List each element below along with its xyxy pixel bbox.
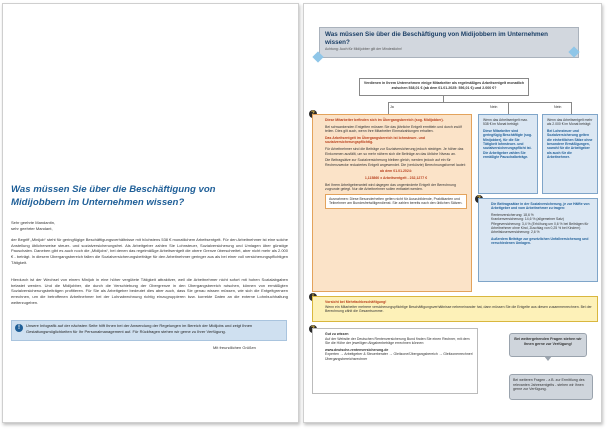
minijob-info-box	[478, 114, 538, 194]
contribution-title: Die Beitragssätze in der Sozialversicherung, je zur Hälfte von Arbeitgeber und vom Arbeitnehmer zu tragen:	[491, 202, 590, 211]
minijob-result: Diese Mitarbeiter sind geringfügig Beschäftigte (sog. Minijobber), für die Sie Tätigkeit lohnsteuer- und sozialversicherungspflicht ist. Die Arbeitgeber zahlen Sie ermäßigte Pauschalbeträge.	[483, 128, 532, 160]
body-paragraph-1: der Begriff „Minijob“ steht für geringfügige Beschäftigungsverhältnisse mit höchstens 538 € monatlichem Arbeitsentgelt. Für den Arbeitnehmer ist eine solche Anstellung üblicherweise steuer- und sozialversicherungsfrei. Als Arbeitgeber zahlen Sie Lohnsteuer, Sozialversicherung und Umlagen über günstige Pauschalen. Daneben gibt es auch noch die „Midijobs“, bei denen das regelmäßige Arbeitsentgelt die obere Grenze überschreitet, aber nicht mehr als 2.000 € - beträgt. In diesem Übergangsbereich fallen die Sozialversicherungsbeiträge für den Arbeitnehmer geringer aus als bei einer voll versicherungspflichtigen Tätigkeit.	[11, 237, 288, 265]
contribution-list	[491, 213, 593, 235]
minijob-condition: Wenn das Arbeitsentgelt max. 538 € im Monat beträgt:	[483, 118, 528, 127]
exceptions-box: Ausnahmen: Diese Besonderheiten gelten nicht für Auszubildende, Praktikanten und Teilnehmer am Bundesfreiwilligendienst. Sie zahlen bereits nach den üblichen Sätzen.	[325, 194, 467, 209]
infographic-title: Was müssen Sie über die Beschäftigung von Midijobbern im Unternehmen wissen?	[325, 31, 548, 46]
warning-box	[312, 296, 598, 322]
greeting-line-2: sehr geehrter Mandant,	[11, 225, 53, 231]
greeting-line-1: Sehr geehrte Mandantin,	[11, 220, 56, 225]
midijob-lead: Diese Mitarbeiter befinden sich im Übergangsbereich (sog. Midijobber).	[325, 118, 444, 122]
warning-text: Wenn ein Mitarbeiter mehrere versicherungspflichtige Beschäftigungsverhältnisse nebeneinander hat, dann müssen Sie die Entgelte aus diesen zusammenrechnen. Bei der Berechnung zählt die Gesamtsumme.	[325, 304, 592, 313]
info-icon: !	[15, 324, 23, 332]
contribution-footer: Außerdem Beiträge zur gesetzlichen Unfallversicherung und verschiedenen Umlagen.	[491, 236, 589, 246]
left-page	[2, 3, 299, 423]
navigation-path: Experten → Arbeitgeber & Steuerberater → Gleitzone/Übergangsbereich → Gleitzonenrechner/Übergangsbereichsrechner	[325, 352, 473, 361]
connector-line	[388, 102, 572, 103]
formula-date: ab dem 01.01.2024:	[380, 169, 412, 174]
contribution-item: Pflegeversicherung: 3,4 % (Erhöhung um 0,6 % bei Beiträgen für Arbeitnehmer ohne Kind, Zuschlag von 0,25 % bei Kindern)	[491, 221, 589, 231]
full-job-result: Bei Lohnsteuer und Sozialversicherung gelten die einheitlichen Sätze ohne besondere Ermäßigungen, sowohl für die Arbeitgeber als auch für die Arbeitnehmer.	[547, 128, 593, 160]
infographic-note	[11, 320, 287, 341]
full-job-condition: Wenn das Arbeitsentgelt mehr als 2.000 € im Monat beträgt:	[547, 118, 593, 127]
contribution-item: Arbeitslosenversicherung: 2,6 %	[491, 230, 540, 235]
midijob-text: Die Beitragsätze zur Sozialversicherung bleiben gleich, werden jedoch auf ein für Rechenzwecke reduziertes Entgelt angewendet. Die (verkürzte) Berechnungsformel lautet:	[325, 158, 466, 167]
good-to-know-box	[312, 328, 478, 394]
infographic-subtitle: Achtung: Auch für Midijobber gilt der Mindestlohn!	[325, 47, 403, 52]
right-page	[303, 3, 602, 423]
good-to-know-title: Gut zu wissen	[325, 332, 349, 336]
connector-line	[388, 102, 389, 114]
infographic-header	[319, 27, 579, 58]
midijob-text: Für Arbeitnehmer sind die Beiträge zur Sozialversicherung jedoch niedriger. Je höher das Einkommen ausfällt, um so mehr nähern sich die Beiträge an das übliche Niveau an.	[325, 146, 464, 156]
speech-bubble: Bei weitergehenden Fragen stehen wir Ihnen gerne zur Verfügung!	[509, 333, 587, 357]
branch-label-nein: Nein	[490, 105, 498, 109]
document-spread	[2, 3, 602, 423]
note-text: Unsere Infografik auf der nächsten Seite hilft Ihnen bei der Anwendung der Regelungen im Bereich der Midijobs und zeigt Ihnen Gestaltungsmöglichkeiten für Ihr Personalmanagement auf. Für Rückfragen stehen wir gerne zu Ihrer Verfügung.	[26, 323, 253, 334]
connector-line	[571, 102, 572, 114]
contribution-item: Rentenversicherung: 18,6 %	[491, 212, 534, 217]
midijob-text: Bei Ihrem Arbeitgeberanteil wird dagegen das ungeminderte Entgelt der Berechnung zugrunde gelegt. Nur die Arbeitnehmer sollen entlastet werden.	[325, 182, 456, 192]
midijob-text: Bei schwankenden Entgelten müssen Sie das jährliche Entgelt ermitteln und durch zwölf teilen. Dies gilt auch, wenn Ihre Mitarbeiter Einmalzahlungen erhalten.	[325, 124, 462, 134]
greeting	[11, 220, 55, 232]
page-title: Was müssen Sie über die Beschäftigung von Midijobbern im Unternehmen wissen?	[11, 184, 216, 208]
warning-title: Vorsicht bei Mehrfachbeschäftigung!	[325, 300, 387, 304]
closing: Mit freundlichen Grüßen	[213, 345, 256, 350]
decision-question: Verdienen in Ihrem Unternehmen einige Mitarbeiter als regelmäßiges Arbeitsentgelt monatlich zwischen 538,01 € (ab dem 01.01.2025: 556,01 €) und 2.000 €?	[359, 78, 529, 96]
speech-bubble-secondary: Bei weiteren Fragen - z.B. zur Ermittlung des relevanten Jahresentgelts - stehen wir Ihnen gerne zur Verfügung.	[509, 374, 593, 400]
midijob-text: Das Arbeitsentgelt im Übergangsbereich ist lohnsteuer- und sozialversicherungspflichtig.	[325, 135, 426, 145]
body-paragraph-2: Hierdurch ist der Wechsel von einem Minijob in eine höher vergütete Tätigkeit attraktiver, weil die Arbeitnehmer nicht sofort mit hohen Sozialabgaben belastet werden. Und die Midijobber, die durch die Verschiebung der Obergrenze in den Übergangsbereich rutschen, können von ermäßigten Sozialversicherungsbeiträgen profitieren. Für Sie als Arbeitgeber bedeutet dies aber auch, dass Sie genau wissen müssen, wie sich die Entgeltgrenzen errechnen, um die betroffenen Arbeitnehmer bei der Lohnabrechnung richtig einzugruppieren bzw. korrekte Daten an die externe Lohnbuchhaltung weiterzugeben.	[11, 277, 288, 305]
contribution-rates-box	[478, 198, 598, 282]
contribution-item: Krankenversicherung: 14,6 % (allgemeiner Satz)	[491, 217, 564, 222]
good-to-know-text: Auf der Website der Deutschen Rentenversicherung Bund finden Sie einen Rechner, mit dem Sie die Höhe der jeweiligen Abgabenbeträge errechnen können:	[325, 336, 470, 346]
speech-bubble-tail	[544, 356, 552, 361]
branch-label-ja: Ja	[390, 105, 394, 109]
formula: 1,115860 x Arbeitsentgelt - 232,1277 €	[364, 175, 428, 180]
branch-label-nein: Nein	[554, 105, 562, 109]
midijob-info-box	[312, 114, 472, 292]
full-job-info-box	[542, 114, 598, 194]
connector-line	[508, 102, 509, 114]
rentenversicherung-link[interactable]: www.deutsche-rentenversicherung.de	[325, 347, 389, 352]
